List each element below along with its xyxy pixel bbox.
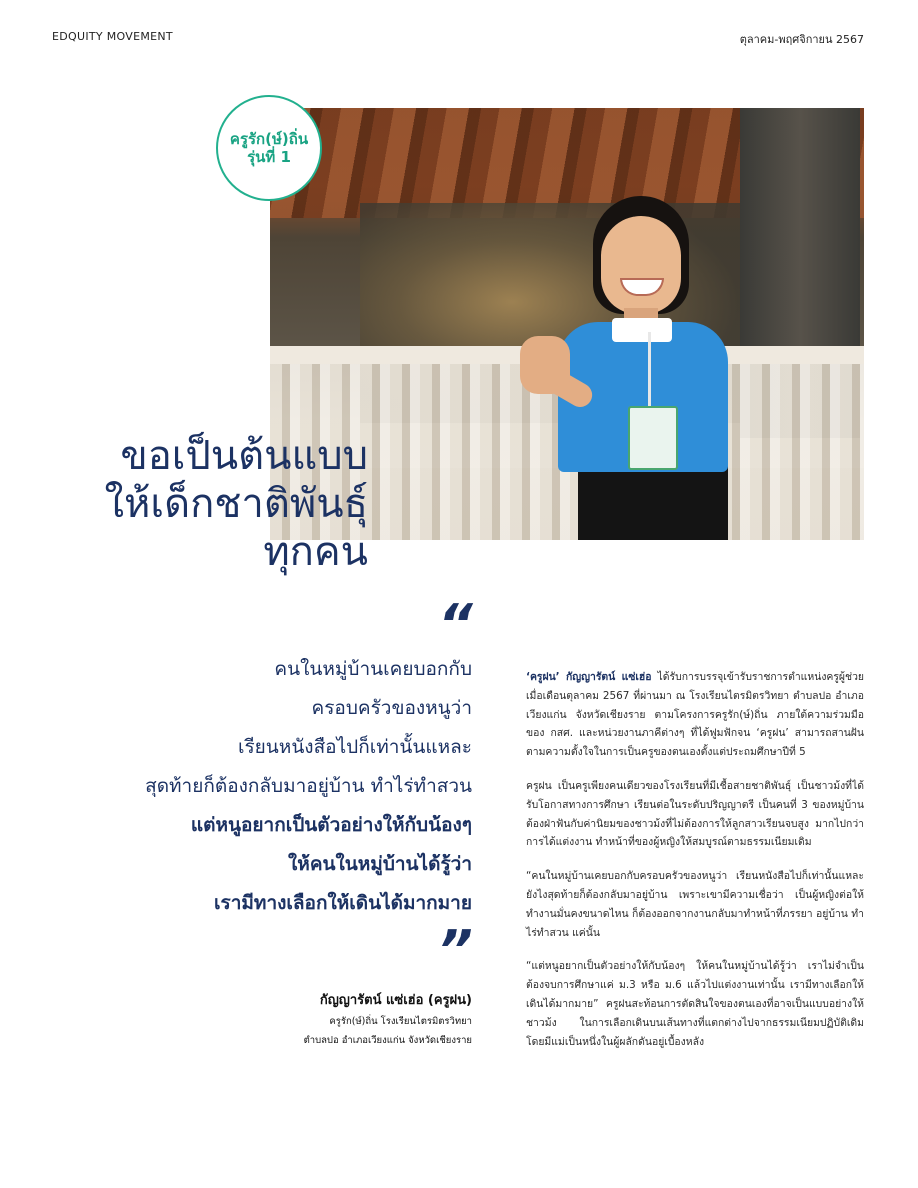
paragraph: ครูฝน เป็นครูเพียงคนเดียวของโรงเรียนที่มีเชื้อสายชาติพันธุ์ เป็นชาวม้งที่ได้รับโอกาสทางการศึกษา เรียนต่อในระดับปริญญาตรี เป็นคนที่ 3 ของหมู่บ้าน ต้องฝ่าฟันกับค่านิยมของชาวม้งที่ไม่ต้องการให้ลูกสาวเรียนจบสูง มากไปกว่าการได้แต่งงาน ทำหน้าที่ของผู้หญิงให้สมบูรณ์ตามธรรมเนียมเดิม [526,779,864,849]
quote-attribution [172,990,472,1050]
peace-sign-hand [520,336,570,394]
paragraph [526,668,864,762]
cohort-badge [216,95,322,201]
collar [612,318,672,342]
paragraph-lead: ‘ครูฝน’ กัญญารัตน์ แซ่เฮ่อ [526,671,652,683]
article-body [526,668,864,1066]
cohort-badge-line1: ครูรัก(ษ์)ถิ่น [229,130,309,148]
teacher-figure [508,196,728,540]
quote-line-bold: แต่หนูอยากเป็นตัวอย่างให้กับน้องๆ [190,814,472,836]
headline-line: ทุกคน [263,529,368,575]
headline-line: ให้เด็กชาติพันธุ์ [104,481,368,527]
quote-line: ครอบครัวของหนูว่า [311,697,472,719]
open-quote-mark: “ [438,593,473,656]
author-location: ตำบลปอ อำเภอเวียงแก่น จังหวัดเชียงราย [303,1035,472,1046]
paragraph-text: ได้รับการบรรจุเข้ารับราชการตำแหน่งครูผู้ช่วย เมื่อเดือนตุลาคม 2567 ที่ผ่านมา ณ โรงเรียนไตรมิตรวิทยา ตำบลปอ อำเภอเวียงแก่น จังหวัดเชียงราย ตามโครงการครูรัก(ษ์)ถิ่น ภายใต้ความร่วมมือของ กสศ. และหน่วยงานภาคีต่างๆ ที่ได้ฟูมฟักจน ‘ครูฝน’ สามารถสานฝันตามความตั้งใจในการเป็นครูของตนเองตั้งแต่ประถมศึกษาปีที่ 5 [526,671,864,759]
issue-date: ตุลาคม-พฤศจิกายน 2567 [739,33,864,46]
face [601,216,681,314]
paragraph: “แต่หนูอยากเป็นตัวอย่างให้กับน้องๆ ให้คนในหมู่บ้านได้รู้ว่า เราไม่จำเป็นต้องจบการศึกษาแค่ ม.3 หรือ ม.6 แล้วไปแต่งงานเท่านั้น เรามีทางเลือกให้เดินได้มากมาย” ครูฝนสะท้อนการตัดสินใจของตนเองที่อาจเป็นแบบอย่างให้ชาวม้ง ในการเลือกเดินบนเส้นทางที่แตกต่างไปจากธรรมเนียมปฏิบัติเดิม โดยมีแม่เป็นหนึ่งในผู้ผลักดันอยู่เบื้องหลัง [526,960,864,1048]
headline [28,432,368,576]
close-quote-mark: ” [438,919,473,982]
paragraph: “คนในหมู่บ้านเคยบอกกับครอบครัวของหนูว่า เรียนหนังสือไปก็เท่านั้นแหละ ยังไงสุดท้ายก็ต้องกลับมาอยู่บ้าน เพราะเขามีความเชื่อว่า เป็นผู้หญิงต่อให้ทำงานมั่นคงขนาดไหน ก็ต้องออกจากงานกลับมาทำหน้าที่ภรรยา อยู่บ้าน ทำไร่ทำสวน แค่นั้น [526,870,864,939]
author-name: กัญญารัตน์ แซ่เฮ่อ (ครูฝน) [319,993,472,1008]
quote-line: สุดท้ายก็ต้องกลับมาอยู่บ้าน ทำไร่ทำสวน [145,775,472,797]
skirt [578,466,728,540]
name-badge [628,406,678,470]
quote-line: คนในหมู่บ้านเคยบอกกับ [274,658,472,680]
headline-line: ขอเป็นต้นแบบ [120,433,368,479]
quote-line: เรียนหนังสือไปก็เท่านั้นแหละ [237,736,472,758]
quote-line-bold: เรามีทางเลือกให้เดินได้มากมาย [214,892,472,914]
lanyard [648,332,651,408]
publication-name: EDQUITY MOVEMENT [52,30,173,43]
author-role: ครูรัก(ษ์)ถิ่น โรงเรียนไตรมิตรวิทยา [329,1016,472,1027]
cohort-badge-line2: รุ่นที่ 1 [247,148,291,166]
pull-quote [32,650,472,923]
quote-line-bold: ให้คนในหมู่บ้านได้รู้ว่า [288,853,472,875]
